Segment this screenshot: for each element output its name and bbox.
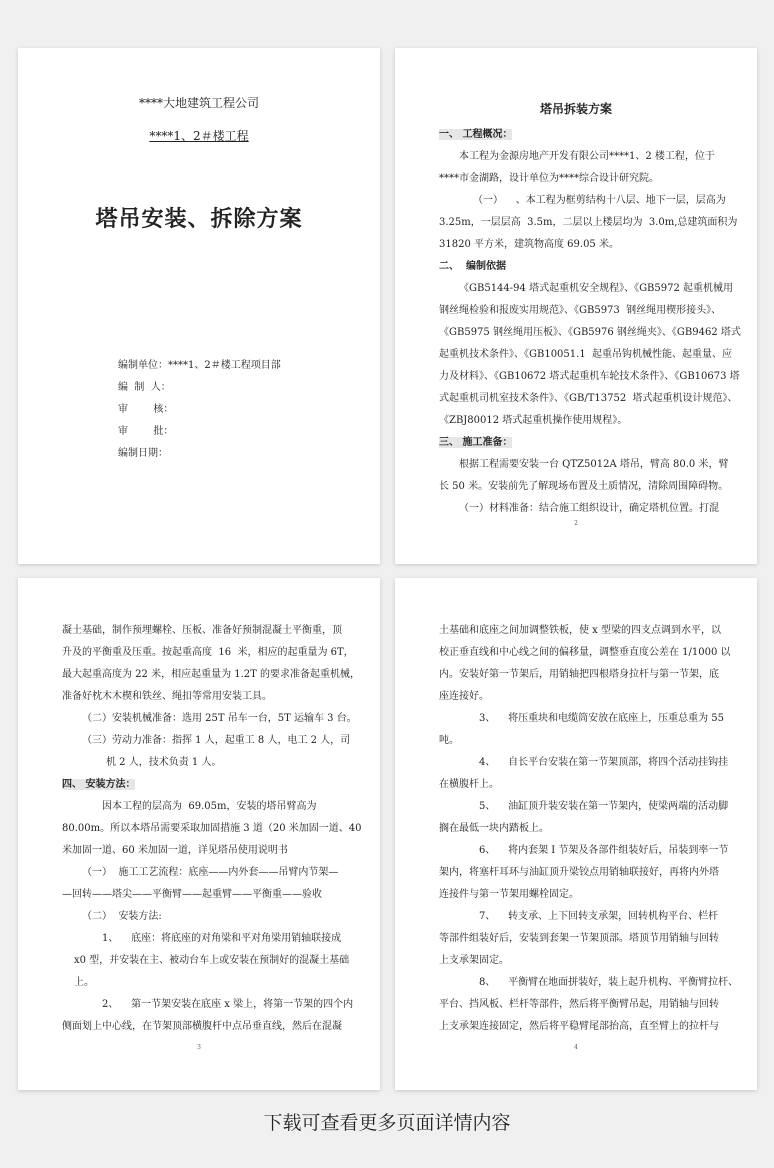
- text-line: （二） 安装方法:: [82, 911, 162, 922]
- text-line: 上支承架固定。: [439, 955, 509, 966]
- text-line: 准备好枕木木楔和铁丝、绳扣等常用安装工具。: [62, 691, 272, 702]
- text-line: 在横腹杆上。: [439, 779, 499, 790]
- text-line: 最大起重高度为 22 米，相应起重量为 1.2T 的要求准备起重机械，: [62, 669, 361, 680]
- text-line: 2、 第一节架安装在底座 x 梁上，将第一节架的四个内: [102, 999, 354, 1010]
- text-line: 5、 油缸顶升装安装在第一节架内，使梁两端的活动脚: [479, 801, 729, 812]
- text-line: 《GB5975 钢丝绳用压板》、《GB5976 钢丝绳夹》、《GB9462 塔式: [439, 327, 741, 338]
- document-page-2: [395, 48, 757, 564]
- text-line: 31820 平方米，建筑物高度 69.05 米。: [439, 239, 619, 250]
- section-heading: 一、 工程概况：: [439, 129, 513, 140]
- cover-field-unit: 编制单位：****1、2＃楼工程项目部: [118, 360, 281, 371]
- page-number: 4: [574, 1044, 578, 1051]
- text-line: 侧面划上中心线，在节架顶部横腹杆中点吊垂直线，然后在混凝: [62, 1021, 342, 1032]
- document-page-3: [18, 578, 380, 1090]
- section-heading: 三、 施工准备：: [439, 437, 513, 448]
- cover-field-author: 编 制 人：: [118, 382, 171, 393]
- text-line: 起重机技术条件》、《GB10051.1 起重吊钩机械性能、起重量、应: [439, 349, 733, 360]
- section-heading: 四、 安装方法：: [62, 779, 136, 790]
- text-line: 吨。: [439, 735, 459, 746]
- text-line: 式起重机司机室技术条件》、《GB/T13752 塔式起重机设计规范》、: [439, 393, 738, 404]
- text-line: （三）劳动力准备：指挥 1 人，起重工 8 人，电工 2 人，司: [82, 735, 351, 746]
- text-line: 钢丝绳检验和报废实用规范》、《GB5973 钢丝绳用楔形接头》、: [439, 305, 722, 316]
- text-line: 土基础和底座之间加调整铁板，使 x 型梁的四支点调到水平，以: [439, 625, 721, 636]
- text-line: 升及的平衡重及压重。按起重高度 16 米，相应的起重量为 6T，: [62, 647, 354, 658]
- text-line: （一）材料准备：结合施工组织设计，确定塔机位置。打混: [459, 503, 719, 514]
- text-line: 3.25m，一层层高 3.5m，二层以上楼层均为 3.0m,总建筑面积为: [439, 217, 738, 228]
- text-line: 7、 转支承、上下回转支承架，回转机构平台、栏杆: [479, 911, 719, 922]
- text-line: 凝土基础，制作预埋螺栓、压板、准备好预制混凝土平衡重，顶: [62, 625, 342, 636]
- text-line: （二）安装机械准备：选用 25T 吊车一台，5T 运输车 3 台。: [82, 713, 357, 724]
- text-line: 6、 将内套架 I 节架及各部件组装好后，吊装到率一节: [479, 845, 729, 856]
- text-line: （一） 施工工艺流程：底座——内外套——吊臂内节架—: [82, 867, 339, 878]
- text-line: 校正垂直线和中心线之间的偏移量，调整垂直度公差在 1/1000 以: [439, 647, 731, 658]
- cover-field-approve: 审 批：: [118, 426, 174, 437]
- project-name: ****1、2＃楼工程: [149, 129, 249, 143]
- text-line: —回转——塔尖——平衡臂——起重臂——平衡重——验收: [62, 889, 322, 900]
- text-line: 因本工程的层高为 69.05m，安装的塔吊臂高为: [102, 801, 317, 812]
- text-line: 架内，将塞杆耳环与油缸顶升梁铰点用销轴联接好，再将内外塔: [439, 867, 719, 878]
- text-line: 搁在最低一块内踏板上。: [439, 823, 549, 834]
- text-line: 8、 平衡臂在地面拼装好，装上起升机构、平衡臂拉杆、: [479, 977, 739, 988]
- text-line: 4、 自长平台安装在第一节架顶部，将四个活动挂钩挂: [479, 757, 729, 768]
- document-title: 塔吊安装、拆除方案: [95, 206, 303, 232]
- text-line: 力及材料》、《GB10672 塔式起重机车轮技术条件》、《GB10673 塔: [439, 371, 740, 382]
- section-heading: 二、 编制依据: [439, 261, 506, 272]
- text-line: 平台、挡风板、栏杆等部件，然后将平衡臂吊起，用销轴与回转: [439, 999, 719, 1010]
- text-line: x0 型，并安装在主、被动台车上或安装在预制好的混凝土基础: [74, 955, 350, 966]
- company-name: ****大地建筑工程公司: [138, 96, 259, 110]
- download-more-prompt[interactable]: 下载可查看更多页面详情内容: [263, 1112, 511, 1134]
- text-line: 3、 将压重块和电缆筒安放在底座上，压重总重为 55: [479, 713, 724, 724]
- text-line: 《GB5144-94 塔式起重机安全规程》、《GB5972 起重机械用: [459, 283, 734, 294]
- text-line: 机 2 人，技术负责 1 人。: [106, 757, 222, 768]
- text-line: 80.00m。所以本塔吊需要采取加固措施 3 道（20 米加固一道、40: [62, 823, 362, 834]
- text-line: 米加固一道、60 米加固一道，详见塔吊使用说明书: [62, 845, 288, 856]
- text-line: 座连接好。: [439, 691, 489, 702]
- cover-field-date: 编制日期：: [118, 448, 168, 459]
- text-line: （一） 、本工程为框剪结构十八层、地下一层，层高为: [473, 195, 726, 206]
- text-line: 上支承架连接固定，然后将平稳臂尾部抬高，直至臂上的拉杆与: [439, 1021, 719, 1032]
- text-line: 内。安装好第一节架后，用销轴把四根塔身拉杆与第一节架，底: [439, 669, 719, 680]
- document-page-4: [395, 578, 757, 1090]
- page-number: 2: [574, 520, 578, 527]
- text-line: 《ZBJ80012 塔式起重机操作使用规程》。: [439, 415, 628, 426]
- cover-page: [18, 48, 380, 564]
- text-line: 根据工程需要安装一台 QTZ5012A 塔吊，臂高 80.0 米，臂: [459, 459, 729, 470]
- text-line: 上。: [74, 977, 94, 988]
- text-line: 连接件与第一节架用螺栓固定。: [439, 889, 579, 900]
- text-line: 等部件组装好后，安装到套架一节架顶部。塔顶节用销轴与回转: [439, 933, 719, 944]
- page-number: 3: [197, 1044, 201, 1051]
- text-line: 本工程为金源房地产开发有限公司****1、2 楼工程，位于: [459, 151, 715, 162]
- page-title: 塔吊拆装方案: [539, 102, 612, 116]
- text-line: ****市金湖路，设计单位为****综合设计研究院。: [439, 173, 659, 184]
- cover-field-review: 审 核：: [118, 404, 174, 415]
- text-line: 1、 底座：将底座的对角梁和平对角梁用销轴联接成: [102, 933, 342, 944]
- text-line: 长 50 米。安装前先了解现场布置及土质情况，清除周围障碍物。: [439, 481, 729, 492]
